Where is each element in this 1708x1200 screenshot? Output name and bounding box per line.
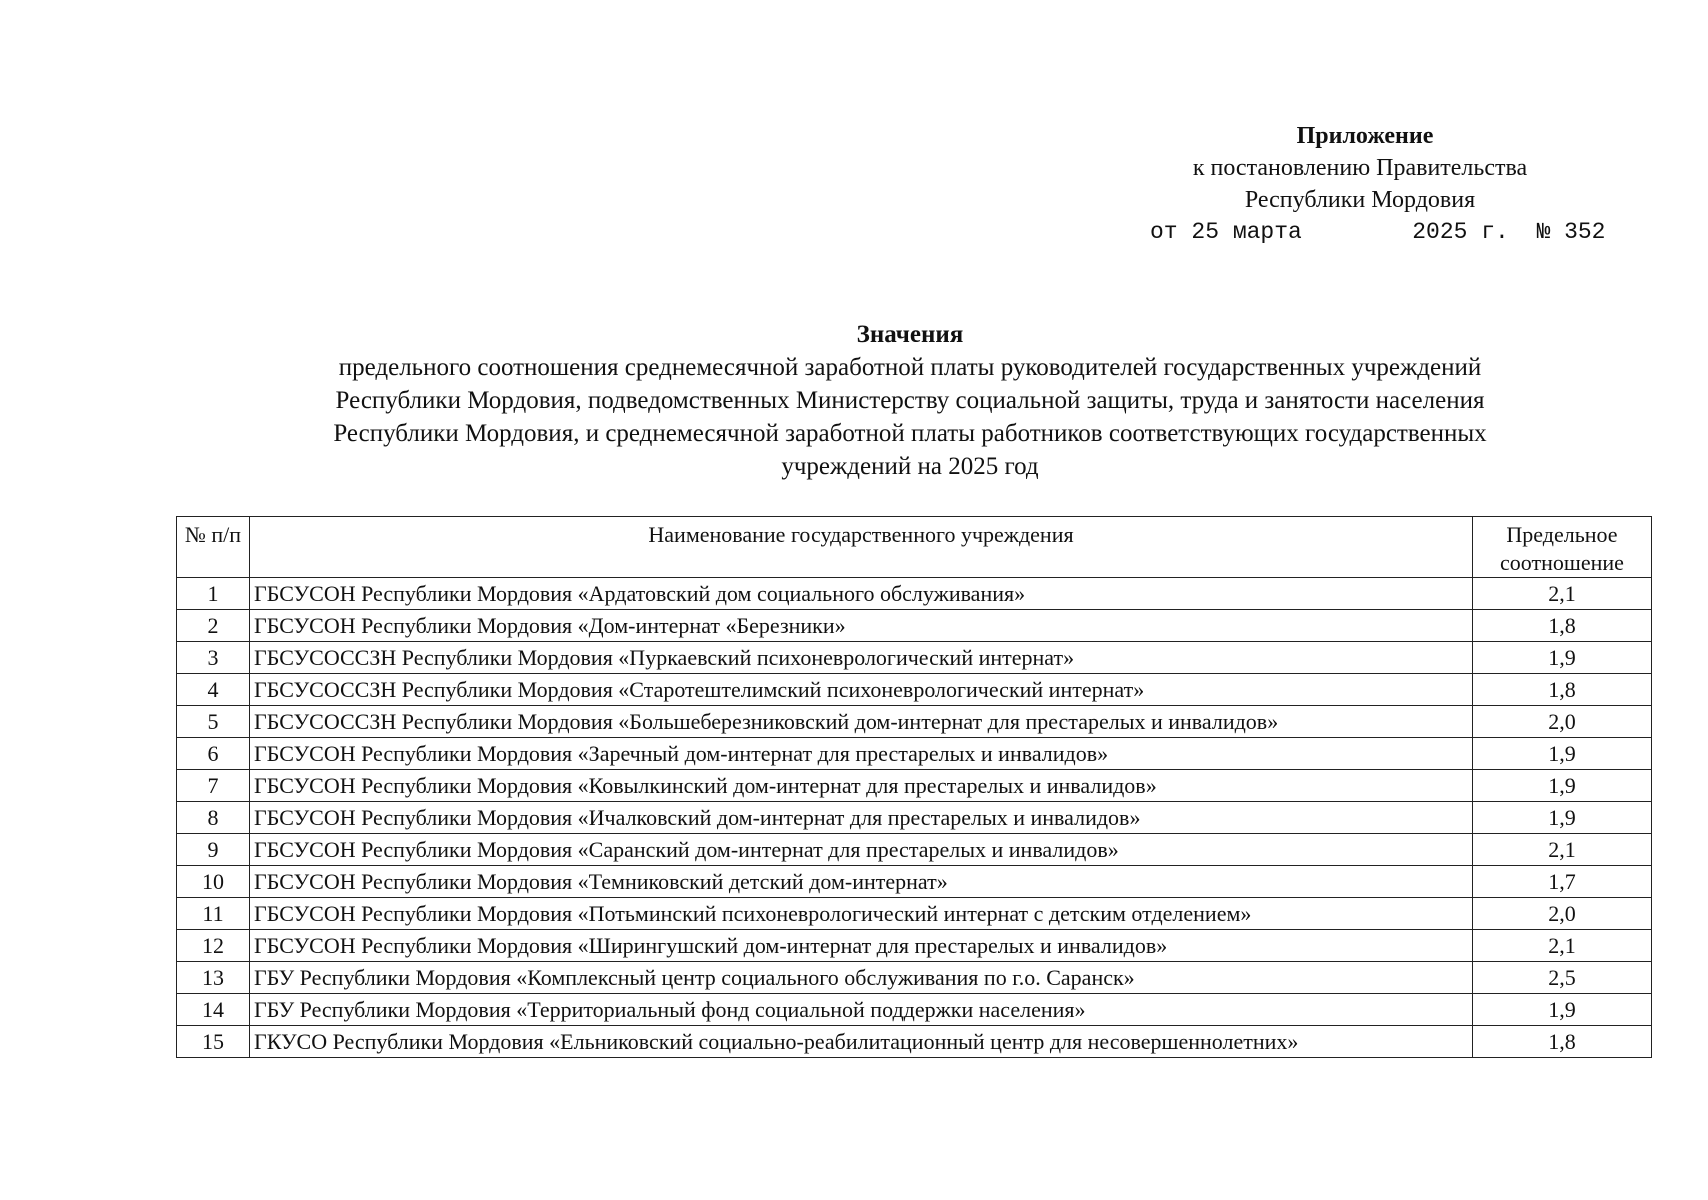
row-name: ГБСУСОН Республики Мордовия «Дом-интернат «Березники» [250,610,1473,642]
row-num: 5 [177,706,250,738]
document-title: Значения [856,321,964,348]
table-row [177,578,1652,610]
row-num: 6 [177,738,250,770]
document-heading [200,318,1620,483]
row-num: 4 [177,674,250,706]
table-row [177,834,1652,866]
row-name: ГБСУСОССЗН Республики Мордовия «Пуркаевский психоневрологический интернат» [250,642,1473,674]
row-value: 1,7 [1473,866,1652,898]
row-value: 2,5 [1473,962,1652,994]
row-num: 14 [177,994,250,1026]
row-num: 2 [177,610,250,642]
header-name: Наименование государственного учреждения [250,517,1473,578]
row-name: ГБСУСОН Республики Мордовия «Темниковский детский дом-интернат» [250,866,1473,898]
table-row [177,642,1652,674]
row-name: ГБСУСОН Республики Мордовия «Саранский дом-интернат для престарелых и инвалидов» [250,834,1473,866]
row-value: 2,1 [1473,834,1652,866]
row-value: 2,1 [1473,930,1652,962]
appendix-label: Приложение [1296,123,1434,149]
row-num: 8 [177,802,250,834]
row-name: ГБСУСОССЗН Республики Мордовия «Старотештелимский психоневрологический интернат» [250,674,1473,706]
row-num: 15 [177,1026,250,1058]
table-row [177,898,1652,930]
table-row [177,738,1652,770]
row-value: 1,9 [1473,994,1652,1026]
row-num: 10 [177,866,250,898]
heading-line-3: Республики Мордовия, и среднемесячной заработной платы работников соответствующих государственных [333,420,1487,447]
row-value: 1,8 [1473,674,1652,706]
heading-line-1: предельного соотношения среднемесячной заработной платы руководителей государственных учреждений [338,354,1482,381]
row-num: 9 [177,834,250,866]
row-name: ГБСУСОН Республики Мордовия «Ширингушский дом-интернат для престарелых и инвалидов» [250,930,1473,962]
appendix-line-republic: Республики Мордовия [1244,187,1476,213]
row-num: 1 [177,578,250,610]
row-name: ГБСУСОССЗН Республики Мордовия «Большеберезниковский дом-интернат для престарелых и инвалидов» [250,706,1473,738]
row-name: ГБУ Республики Мордовия «Комплексный центр социального обслуживания по г.о. Саранск» [250,962,1473,994]
table-row [177,706,1652,738]
row-name: ГБСУСОН Республики Мордовия «Потьминский психоневрологический интернат с детским отделением» [250,898,1473,930]
appendix-line-decree: к постановлению Правительства [1192,155,1528,181]
row-num: 3 [177,642,250,674]
row-value: 1,8 [1473,1026,1652,1058]
table-row [177,674,1652,706]
row-name: ГБСУСОН Республики Мордовия «Ардатовский дом социального обслуживания» [250,578,1473,610]
row-name: ГБСУСОН Республики Мордовия «Ковылкинский дом-интернат для престарелых и инвалидов» [250,770,1473,802]
appendix-block [1150,120,1606,248]
appendix-date-number: от 25 марта 2025 г. № 352 [1150,219,1606,245]
row-value: 1,9 [1473,802,1652,834]
row-name: ГБСУСОН Республики Мордовия «Ичалковский дом-интернат для престарелых и инвалидов» [250,802,1473,834]
table-row [177,930,1652,962]
table-row [177,1026,1652,1058]
row-value: 2,1 [1473,578,1652,610]
row-value: 2,0 [1473,706,1652,738]
row-value: 1,9 [1473,642,1652,674]
row-value: 1,9 [1473,738,1652,770]
row-num: 12 [177,930,250,962]
table-row [177,962,1652,994]
row-value: 1,9 [1473,770,1652,802]
row-value: 2,0 [1473,898,1652,930]
ratio-table [176,516,1652,1058]
row-num: 13 [177,962,250,994]
table-row [177,802,1652,834]
table-row [177,610,1652,642]
row-num: 7 [177,770,250,802]
header-value: Предельное соотношение [1473,517,1652,578]
heading-line-4: учреждений на 2025 год [781,453,1039,480]
header-num: № п/п [177,517,250,578]
row-name: ГКУСО Республики Мордовия «Ельниковский социально-реабилитационный центр для несовершеннолетних» [250,1026,1473,1058]
heading-line-2: Республики Мордовия, подведомственных Министерству социальной защиты, труда и занятости населения [335,387,1485,414]
table-row [177,866,1652,898]
table-row [177,994,1652,1026]
table-header-row [177,517,1652,578]
table-row [177,770,1652,802]
row-num: 11 [177,898,250,930]
row-name: ГБУ Республики Мордовия «Территориальный фонд социальной поддержки населения» [250,994,1473,1026]
row-value: 1,8 [1473,610,1652,642]
row-name: ГБСУСОН Республики Мордовия «Заречный дом-интернат для престарелых и инвалидов» [250,738,1473,770]
